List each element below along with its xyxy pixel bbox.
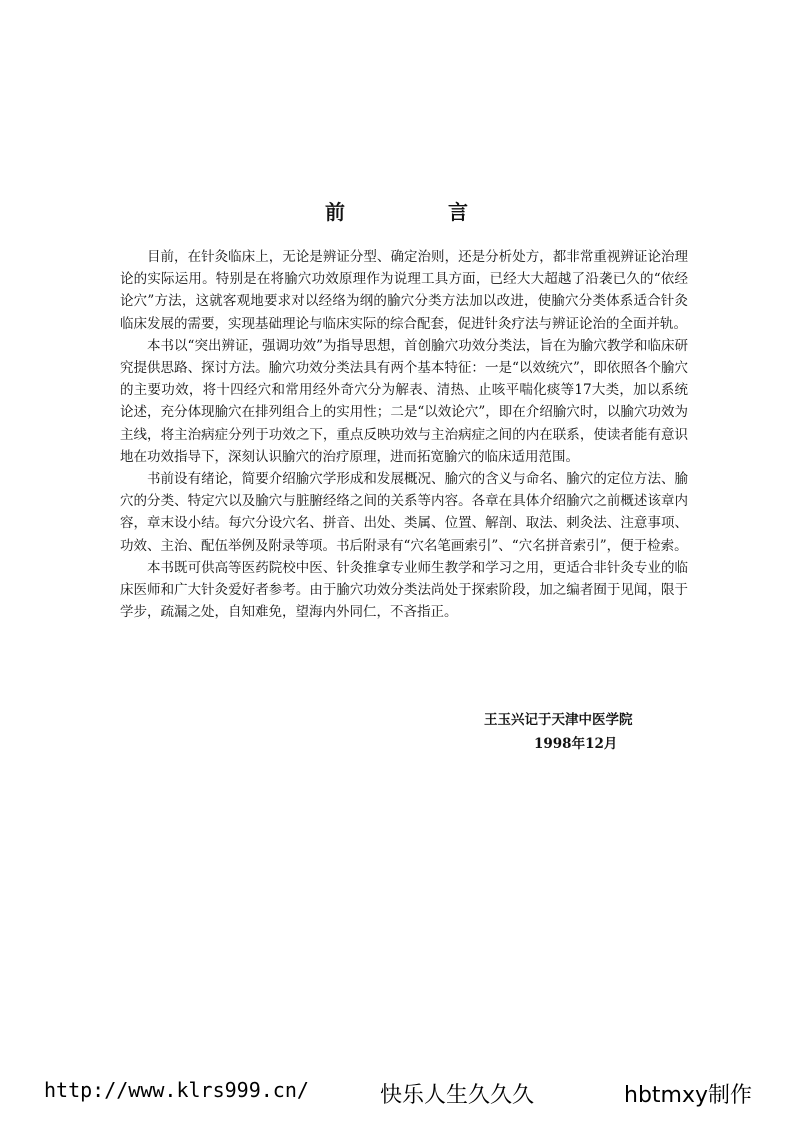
- paragraph-1: 目前，在针灸临床上，无论是辨证分型、确定治则，还是分析处方，都非常重视辨证论治理论的实际运用。特别是在将腧穴功效原理作为说理工具方面，已经大大超越了沿袭已久的“依经论穴”方法，这就客观地要求对以经络为纲的腧穴分类方法加以改进，使腧穴分类体系适合针灸临床发展的需要，实现基础理论与临床实际的综合配套，促进针灸疗法与辨证论治的全面并轨。: [120, 249, 688, 332]
- footer-middle-text: 快乐人生久久久: [380, 1083, 535, 1108]
- paragraph-3: 书前设有绪论，简要介绍腧穴学形成和发展概况、腧穴的含义与命名、腧穴的定位方法、腧穴的分类、特定穴以及腧穴与脏腑经络之间的关系等内容。各章在具体介绍腧穴之前概述该章内容，章末设小结。每穴分设穴名、拼音、出处、类属、位置、解剖、取法、刺灸法、注意事项、功效、主治、配伍举例及附录等项。书后附录有“穴名笔画索引”、“穴名拼音索引”，便于检索。: [120, 471, 688, 554]
- footer-credit-text: hbtmxy制作: [624, 1083, 753, 1108]
- page-footer: [0, 1078, 793, 1108]
- signature-date: 1998年12月: [534, 736, 618, 752]
- preface-body: [120, 246, 688, 623]
- paragraph-2: 本书以“突出辨证，强调功效”为指导思想，首创腧穴功效分类法，旨在为腧穴教学和临床研究提供思路、探讨方法。腧穴功效分类法具有两个基本特征：一是“以效统穴”，即依照各个腧穴的主要功效，将十四经穴和常用经外奇穴分为解表、清热、止咳平喘化痰等17大类，加以系统论述，充分体现腧穴在排列组合上的实用性；二是“以效论穴”，即在介绍腧穴时，以腧穴功效为主线，将主治病症分列于功效之下，重点反映功效与主治病症之间的内在联系，使读者能有意识地在功效指导下，深刻认识腧穴的治疗原理，进而拓宽腧穴的临床适用范围。: [120, 337, 688, 465]
- signature-author: 王玉兴记于天津中医学院: [484, 712, 633, 728]
- footer-url-link[interactable]: http://www.klrs999.cn/: [44, 1078, 309, 1102]
- page-title: 前 言: [325, 200, 516, 224]
- signature-block: [484, 708, 633, 756]
- paragraph-4: 本书既可供高等医药院校中医、针灸推拿专业师生教学和学习之用，更适合非针灸专业的临床医师和广大针灸爱好者参考。由于腧穴功效分类法尚处于探索阶段，加之编者囿于见闻，限于学步，疏漏之处，自知难免，望海内外同仁，不吝指正。: [120, 559, 688, 621]
